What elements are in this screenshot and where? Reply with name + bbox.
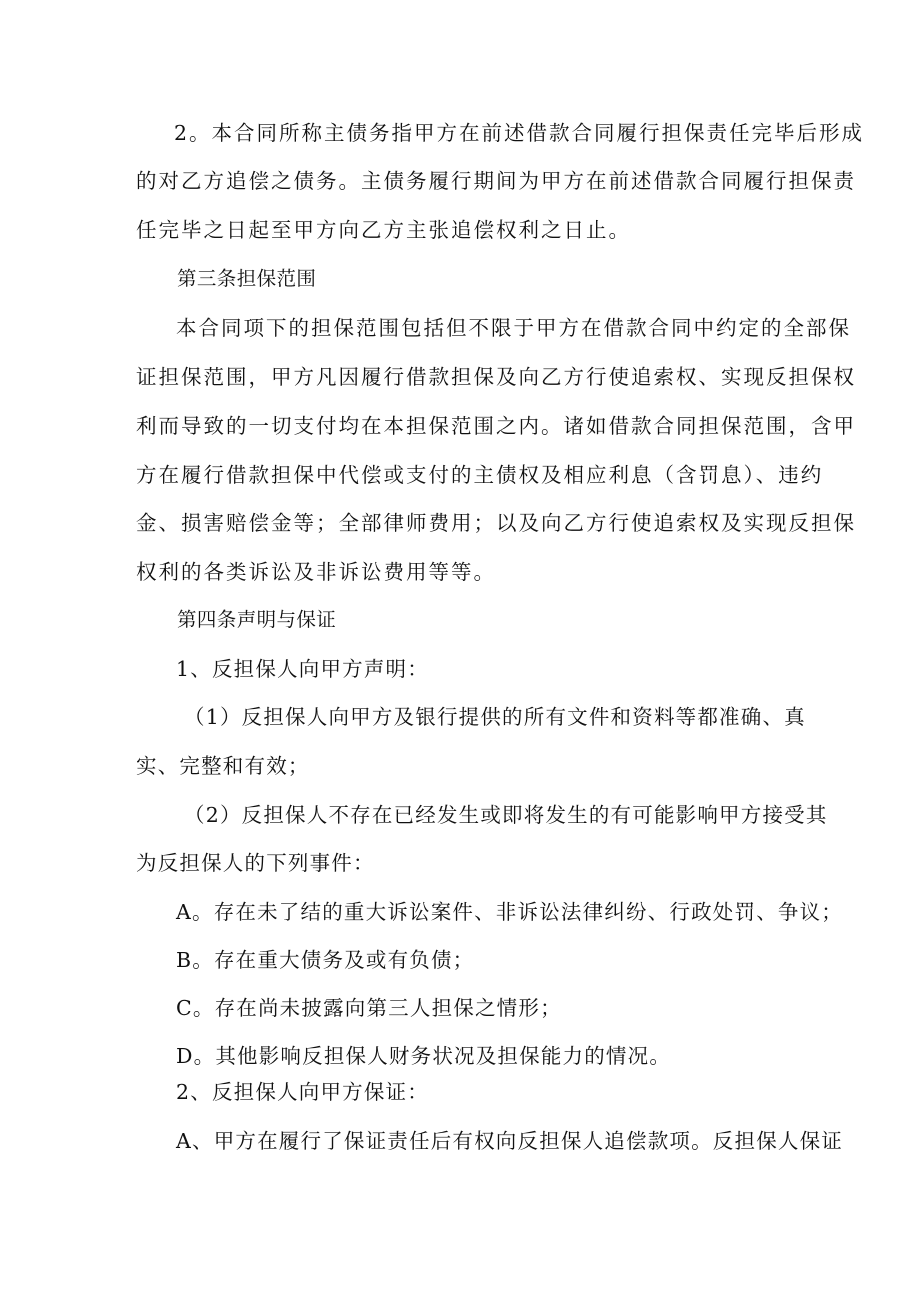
paragraph-2-line-2: 的对乙方追偿之债务。主债务履行期间为甲方在前述借款合同履行担保责 bbox=[136, 169, 856, 193]
declaration-heading: 1、反担保人向甲方声明： bbox=[176, 657, 429, 681]
article-3-line-6: 权利的各类诉讼及非诉讼费用等等。 bbox=[136, 560, 496, 584]
event-item-a: A。存在未了结的重大诉讼案件、非诉讼法律纠纷、行政处罚、争议； bbox=[176, 900, 844, 924]
declaration-item-1-line-2: 实、完整和有效； bbox=[136, 754, 310, 778]
guarantee-item-a-line-1: A、甲方在履行了保证责任后有权向反担保人追偿款项。反担保人保证 bbox=[176, 1129, 844, 1153]
guarantee-heading: 2、反担保人向甲方保证： bbox=[176, 1080, 429, 1104]
declaration-item-2-line-1: （2）反担保人不存在已经发生或即将发生的有可能影响甲方接受其 bbox=[184, 803, 828, 827]
article-3-line-2: 证担保范围，甲方凡因履行借款担保及向乙方行使追索权、实现反担保权 bbox=[136, 365, 856, 389]
event-item-b: B。存在重大债务及或有负债； bbox=[176, 948, 475, 972]
declaration-item-1-line-1: （1）反担保人向甲方及银行提供的所有文件和资料等都准确、真 bbox=[184, 705, 806, 729]
event-item-c: C。存在尚未披露向第三人担保之情形； bbox=[176, 996, 562, 1020]
article-3-line-3: 利而导致的一切支付均在本担保范围之内。诸如借款合同担保范围，含甲 bbox=[136, 414, 856, 438]
article-4-heading: 第四条声明与保证 bbox=[177, 608, 337, 631]
declaration-item-2-line-2: 为反担保人的下列事件： bbox=[136, 851, 375, 875]
article-3-heading: 第三条担保范围 bbox=[177, 267, 317, 290]
article-3-line-4: 方在履行借款担保中代偿或支付的主债权及相应利息（含罚息）、违约 bbox=[136, 463, 824, 487]
paragraph-2-line-3: 任完毕之日起至甲方向乙方主张追偿权利之日止。 bbox=[136, 218, 631, 242]
paragraph-2-line-1: 2。本合同所称主债务指甲方在前述借款合同履行担保责任完毕后形成 bbox=[174, 121, 865, 145]
event-item-d: D。其他影响反担保人财务状况及担保能力的情况。 bbox=[176, 1044, 672, 1068]
article-3-line-5: 金、损害赔偿金等；全部律师费用；以及向乙方行使追索权及实现反担保 bbox=[136, 511, 856, 535]
article-3-line-1: 本合同项下的担保范围包括但不限于甲方在借款合同中约定的全部保 bbox=[176, 316, 851, 340]
